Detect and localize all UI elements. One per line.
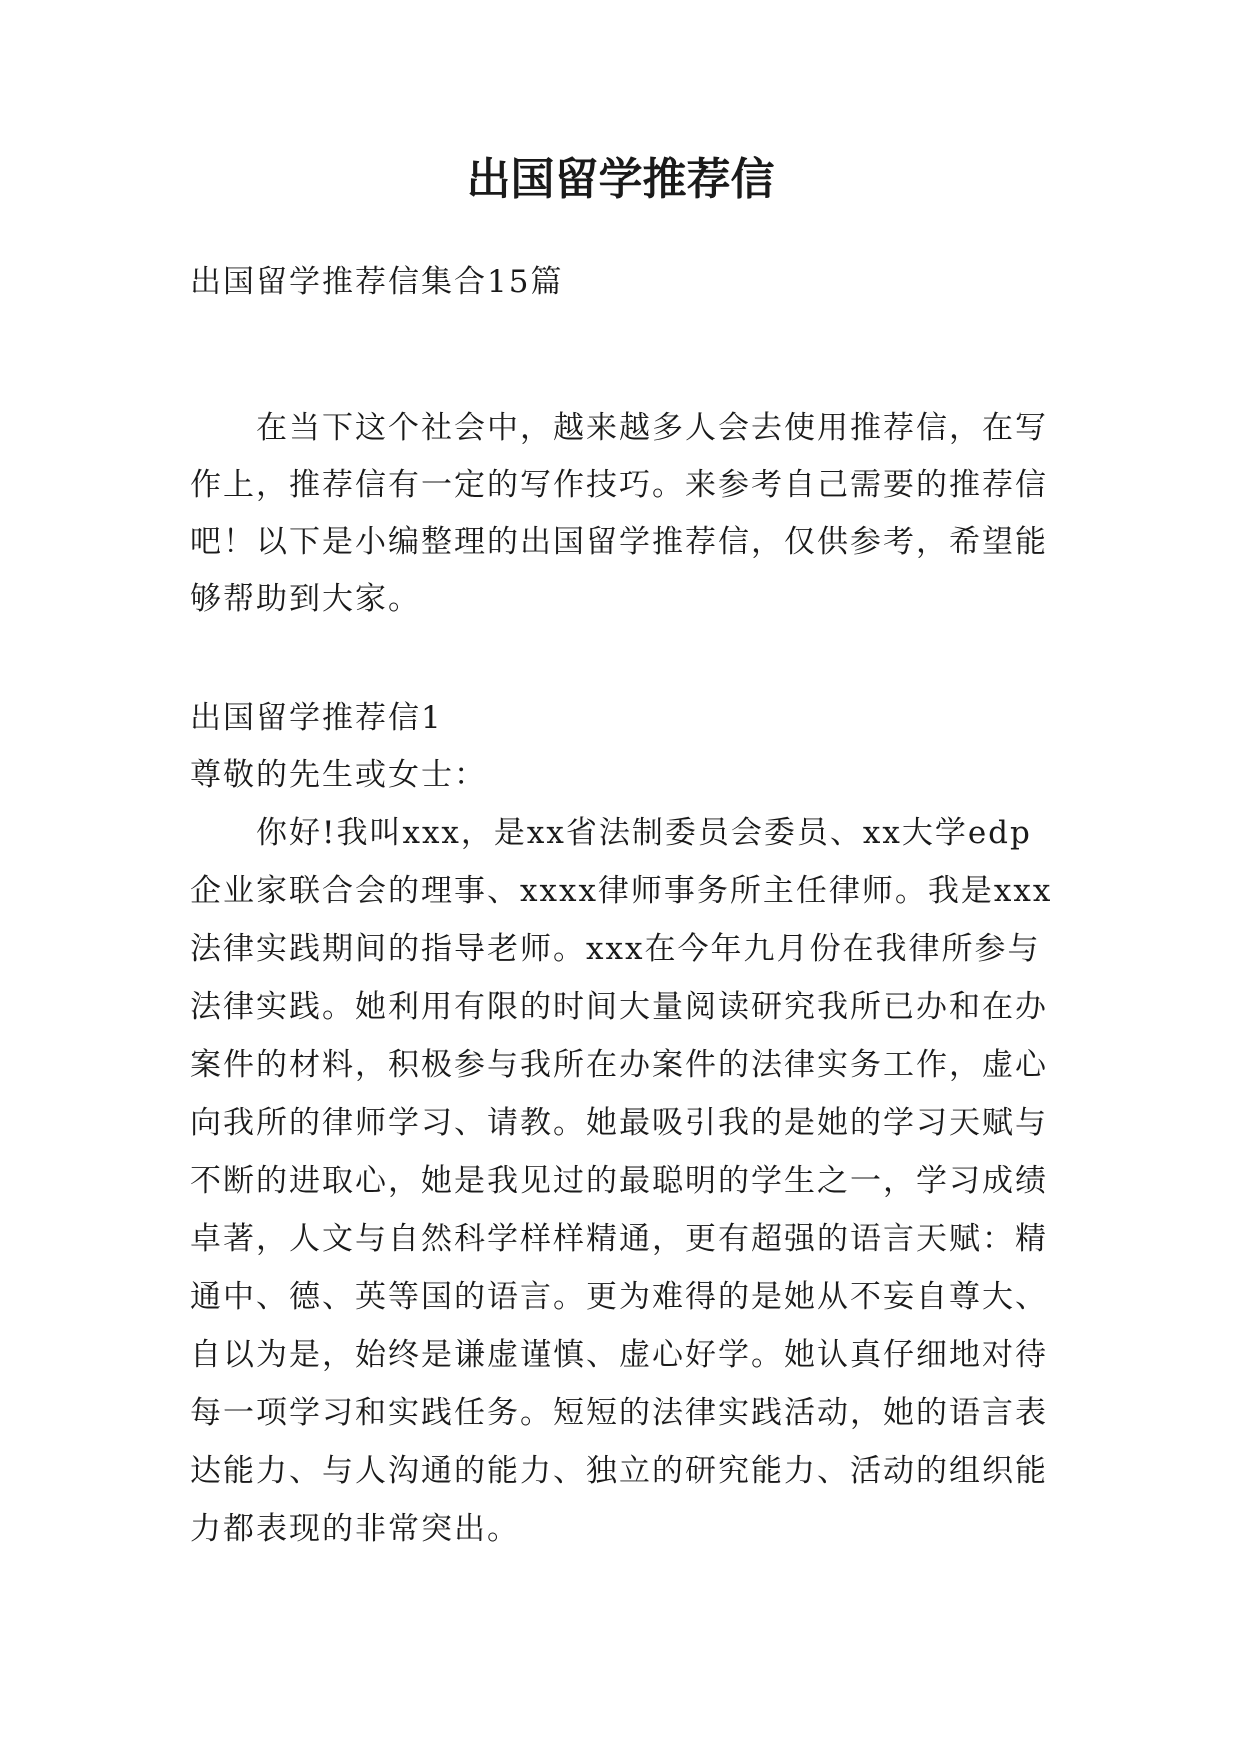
- letter-line: 每一项学习和实践任务。短短的法律实践活动，她的语言表: [190, 1395, 1048, 1431]
- intro-line: 作上，推荐信有一定的写作技巧。来参考自己需要的推荐信: [190, 467, 1048, 503]
- intro-line: 在当下这个社会中，越来越多人会去使用推荐信，在写: [190, 410, 1048, 446]
- letter-line: 卓著，人文与自然科学样样精通，更有超强的语言天赋：精: [190, 1221, 1048, 1257]
- letter-line: 不断的进取心，她是我见过的最聪明的学生之一，学习成绩: [190, 1163, 1048, 1199]
- letter-line: 案件的材料，积极参与我所在办案件的法律实务工作，虚心: [190, 1047, 1048, 1083]
- document-title: 出国留学推荐信: [466, 154, 775, 205]
- intro-line: 吧！以下是小编整理的出国留学推荐信，仅供参考，希望能: [190, 524, 1048, 560]
- document-subtitle: 出国留学推荐信集合15篇: [190, 264, 564, 300]
- section-heading: 出国留学推荐信1: [190, 700, 443, 736]
- letter-line: 法律实践。她利用有限的时间大量阅读研究我所已办和在办: [190, 989, 1048, 1025]
- letter-line: 达能力、与人沟通的能力、独立的研究能力、活动的组织能: [190, 1453, 1048, 1489]
- intro-line: 够帮助到大家。: [190, 581, 421, 617]
- letter-line: 力都表现的非常突出。: [190, 1511, 520, 1547]
- letter-line: 自以为是，始终是谦虚谨慎、虚心好学。她认真仔细地对待: [190, 1337, 1048, 1373]
- letter-line: 通中、德、英等国的语言。更为难得的是她从不妄自尊大、: [190, 1279, 1048, 1315]
- letter-line: 法律实践期间的指导老师。xxx在今年九月份在我律所参与: [190, 931, 1041, 967]
- letter-line: 企业家联合会的理事、xxxx律师事务所主任律师。我是xxx: [190, 873, 1053, 909]
- letter-line: 你好!我叫xxx，是xx省法制委员会委员、xx大学edp: [190, 815, 1032, 851]
- letter-line: 向我所的律师学习、请教。她最吸引我的是她的学习天赋与: [190, 1105, 1048, 1141]
- salutation: 尊敬的先生或女士：: [190, 757, 487, 793]
